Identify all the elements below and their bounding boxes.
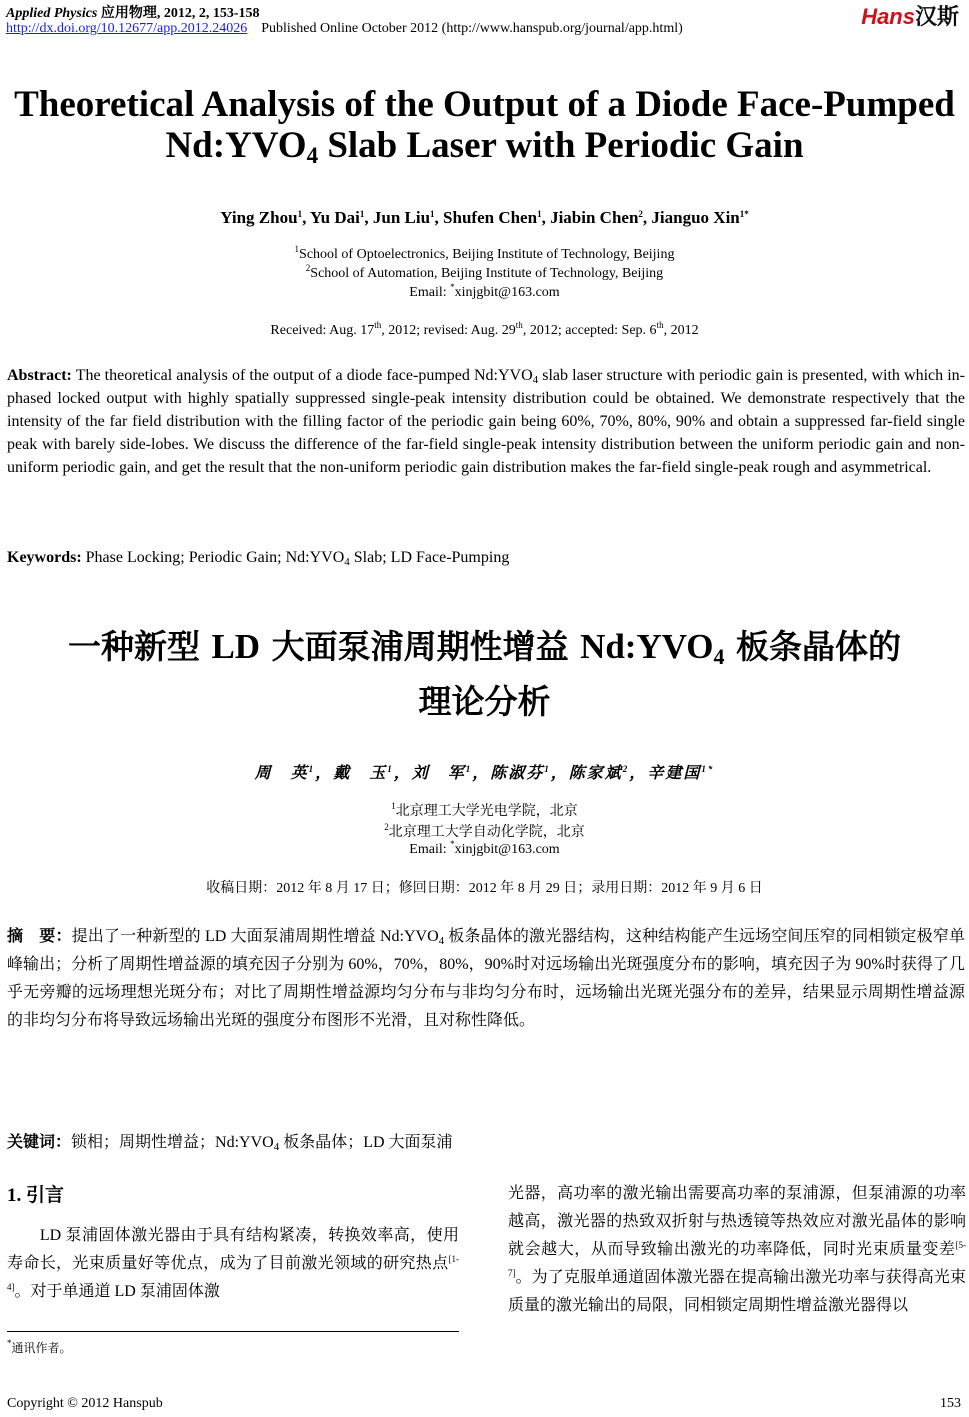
author-name: 陈淑芬 — [490, 765, 545, 782]
logo-text-cn: 汉斯 — [914, 4, 959, 29]
footnote — [7, 1339, 72, 1356]
ordinal-mark: th — [656, 320, 664, 330]
abstract-en — [7, 364, 965, 479]
affiliation-cn-2 — [0, 821, 969, 841]
affiliation-text: School of Optoelectronics, Beijing Institute of Technology, Beijing — [299, 247, 675, 262]
title-cn-line-2: 理论分析 — [418, 682, 551, 721]
title-cn-part: 大面泵浦周期性增益 — [260, 627, 581, 666]
author-separator: , — [642, 208, 652, 227]
email-address: xinjgbit@163.com — [454, 285, 560, 300]
subscript: 4 — [344, 556, 350, 568]
affiliation-en-1 — [0, 244, 969, 263]
volume-info: , 2012, 2, 153-158 — [156, 6, 260, 21]
affiliation-text: School of Automation, Beijing Institute of Technology, Beijing — [310, 266, 664, 281]
copyright: Copyright © 2012 Hanspub — [7, 1396, 163, 1411]
title-cn-part: 板条晶体的 — [724, 627, 902, 666]
affiliation-text: 北京理工大学自动化学院，北京 — [388, 825, 585, 840]
keywords-en — [7, 549, 509, 567]
author-name: Jiabin Chen — [550, 208, 639, 227]
doi-link[interactable]: http://dx.doi.org/10.12677/app.2012.24026 — [6, 21, 248, 36]
keywords-text: Phase Locking; Periodic Gain; Nd:YVO — [81, 549, 345, 566]
author — [443, 208, 550, 227]
revised-text: , 2012; revised: Aug. 29 — [381, 323, 516, 338]
abstract-text: 提出了一种新型的 LD 大面泵浦周期性增益 Nd:YVO — [71, 928, 439, 945]
email-mark: * — [450, 839, 455, 849]
abstract-cn — [7, 923, 965, 1035]
author — [569, 765, 648, 782]
received-text: Received: Aug. 17 — [270, 323, 375, 338]
affiliation-mark: 1 — [294, 244, 300, 254]
title-line-2 — [0, 125, 969, 176]
title-formula: Nd:YVO — [165, 125, 307, 166]
author-affiliation-mark: 1 — [537, 209, 542, 219]
received-dates-en — [0, 320, 969, 339]
title-cn-part: LD — [211, 627, 261, 666]
paper-title-cn — [0, 624, 969, 724]
author-affiliation-mark: 1* — [701, 764, 715, 774]
ordinal-mark: th — [374, 320, 382, 330]
subscript: 4 — [532, 374, 539, 386]
author-affiliation-mark: 1 — [297, 209, 303, 219]
affiliation-mark: 2 — [384, 822, 389, 832]
author-name: Yu Dai — [309, 208, 360, 227]
author — [220, 208, 310, 227]
subscript: 4 — [273, 1141, 280, 1153]
section-title: 引言 — [26, 1184, 65, 1206]
author-affiliation-mark: 1 — [544, 764, 551, 774]
author-separator: ， — [472, 765, 491, 782]
keywords-label: Keywords: — [7, 549, 82, 566]
author-separator: ， — [629, 765, 648, 782]
body-text: 光器，高功率的激光输出需要高功率的泵浦源，但泵浦源的功率越高，激光器的热致双折射与热透镜等热效应对激光晶体的影响就会越大，从而导致输出激光的功率降低，同时光束质量变差 — [508, 1185, 966, 1258]
title-line-1: Theoretical Analysis of the Output of a Diode Face-Pumped — [14, 84, 955, 125]
author-affiliation-mark: 1 — [465, 764, 473, 774]
email-label: Email: — [409, 285, 451, 300]
footnote-mark: * — [7, 1338, 12, 1348]
author — [373, 208, 443, 227]
logo-text: Hans — [861, 4, 915, 29]
author-separator: , — [434, 208, 444, 227]
title-cn-subscript: 4 — [713, 644, 725, 669]
body-column-left — [7, 1222, 459, 1306]
body-text: LD 泵浦固体激光器由于具有结构紧凑，转换效率高，使用寿命长，光束质量好等优点，成为了目前激光领域的研究热点 — [7, 1227, 459, 1272]
title-cn-line-1 — [0, 624, 969, 679]
author-name: Ying Zhou — [220, 208, 298, 227]
author-affiliation-mark: 1* — [739, 209, 749, 219]
author — [255, 765, 334, 782]
paper-title-en — [0, 84, 969, 176]
citation: [1-4] — [7, 1254, 459, 1292]
body-text: 。对于单通道 LD 泵浦固体激 — [14, 1283, 220, 1300]
author-name: 周 英 — [254, 765, 309, 782]
author-name: Jianguo Xin — [651, 208, 740, 227]
body-column-right — [508, 1180, 966, 1320]
affiliation-en-2 — [0, 263, 969, 282]
author-name: 陈家斌 — [568, 765, 623, 782]
authors-cn — [0, 760, 969, 783]
year-text: , 2012 — [663, 323, 699, 338]
author — [550, 208, 651, 227]
section-heading — [7, 1180, 64, 1207]
author-separator: ， — [550, 765, 569, 782]
journal-name: Applied Physics — [6, 6, 98, 21]
footnote-rule — [7, 1331, 459, 1332]
email-label: Email: — [409, 842, 451, 857]
authors-en — [0, 208, 969, 228]
title-rest: Slab Laser with Periodic Gain — [318, 125, 804, 166]
title-subscript: 4 — [306, 143, 319, 168]
publisher-logo — [861, 0, 959, 31]
author-name: Shufen Chen — [443, 208, 538, 227]
author-affiliation-mark: 1 — [308, 764, 316, 774]
author-affiliation-mark: 2 — [622, 764, 630, 774]
ordinal-mark: th — [515, 320, 523, 330]
title-cn-formula: Nd:YVO — [580, 627, 714, 666]
affiliation-cn-1 — [0, 800, 969, 820]
author — [310, 208, 373, 227]
subscript: 4 — [438, 935, 445, 947]
abstract-label: 摘 要： — [7, 928, 72, 945]
citation: [5-7] — [508, 1240, 966, 1278]
journal-name-cn: 应用物理 — [100, 6, 157, 21]
author — [333, 765, 412, 782]
author — [651, 208, 748, 227]
email-cn — [0, 839, 969, 858]
abstract-text: 板条晶体的激光器结构，这种结构能产生远场空间压窄的同相锁定极窄单峰输出；分析了周期性增益源的填充因子分别为 60%，70%，80%，90%时对远场输出光斑强度分布的影响，填充因子为 90%时获得了几乎无旁瓣的远场理想光斑分布；对比了周期性增益源均匀分布与非均匀分布时，远场输出光斑光强分布的差异，结果显示周期性增益源的非均匀分布将导致远场输出光斑的强度分布图形不光滑，且对称性降低。 — [7, 928, 965, 1029]
author-affiliation-mark: 2 — [638, 209, 643, 219]
received-dates-cn: 收稿日期：2012 年 8 月 17 日；修回日期：2012 年 8 月 29 日；录用日期：2012 年 9 月 6 日 — [206, 881, 763, 896]
abstract-text: slab laser structure with periodic gain is presented, with which in-phased locked output with highly spatially suppressed single-peak intensity distribution could be obtained. We demonstrate respectively that the intensity of the far field distribution with the filling factor of the periodic gain being 60%, 70%, 80%, 90% and obtain a suppressed far-field single peak with barely side-lobes. We discuss the difference of the far-field single-peak intensity distribution between the uniform periodic gain and non-uniform periodic gain, and get the result that the non-uniform periodic gain distribution makes the far-field single-peak rough and asymmetrical. — [7, 367, 966, 476]
author-name: Jun Liu — [372, 208, 431, 227]
author-affiliation-mark: 1 — [387, 764, 394, 774]
author — [490, 765, 569, 782]
author-separator: ， — [315, 765, 334, 782]
author-affiliation-mark: 1 — [359, 209, 365, 219]
body-text: 。为了克服单通道固体激光器在提高输出激光功率与获得高光束质量的激光输出的局限，同相锁定周期性增益激光器得以 — [508, 1269, 966, 1314]
keywords-cn — [7, 1129, 453, 1152]
author-separator: ， — [393, 765, 412, 782]
author-separator: , — [302, 208, 310, 227]
journal-header — [6, 2, 260, 22]
author — [412, 765, 491, 782]
author-separator: , — [364, 208, 373, 227]
doi-line — [6, 21, 683, 37]
published-online: Published Online October 2012 (http://www.hanspub.org/journal/app.html) — [261, 21, 683, 36]
keywords-text: 板条晶体；LD 大面泵浦 — [279, 1134, 453, 1151]
accepted-text: , 2012; accepted: Sep. 6 — [522, 323, 657, 338]
author-separator: , — [541, 208, 551, 227]
author-name: 戴 玉 — [333, 765, 388, 782]
abstract-label: Abstract: — [7, 367, 72, 384]
author-affiliation-mark: 1 — [430, 209, 435, 219]
affiliation-text: 北京理工大学光电学院，北京 — [395, 804, 578, 819]
email-en — [0, 282, 969, 301]
author — [647, 765, 714, 782]
keywords-label: 关键词： — [7, 1134, 72, 1151]
author-name: 辛建国 — [647, 765, 702, 782]
affiliation-mark: 2 — [305, 263, 311, 273]
email-address: xinjgbit@163.com — [454, 842, 560, 857]
affiliation-mark: 1 — [391, 801, 396, 811]
email-mark: * — [450, 282, 455, 292]
author-name: 刘 军 — [411, 765, 466, 782]
keywords-text: 锁相；周期性增益；Nd:YVO — [71, 1134, 274, 1151]
page-number: 153 — [940, 1396, 961, 1411]
keywords-text: Slab; LD Face-Pumping — [349, 549, 510, 566]
abstract-text: The theoretical analysis of the output of a diode face-pumped Nd:YVO — [71, 367, 533, 384]
footnote-text: 通讯作者。 — [11, 1341, 72, 1355]
section-number: 1. — [7, 1185, 26, 1206]
title-cn-part: 一种新型 — [67, 627, 212, 666]
